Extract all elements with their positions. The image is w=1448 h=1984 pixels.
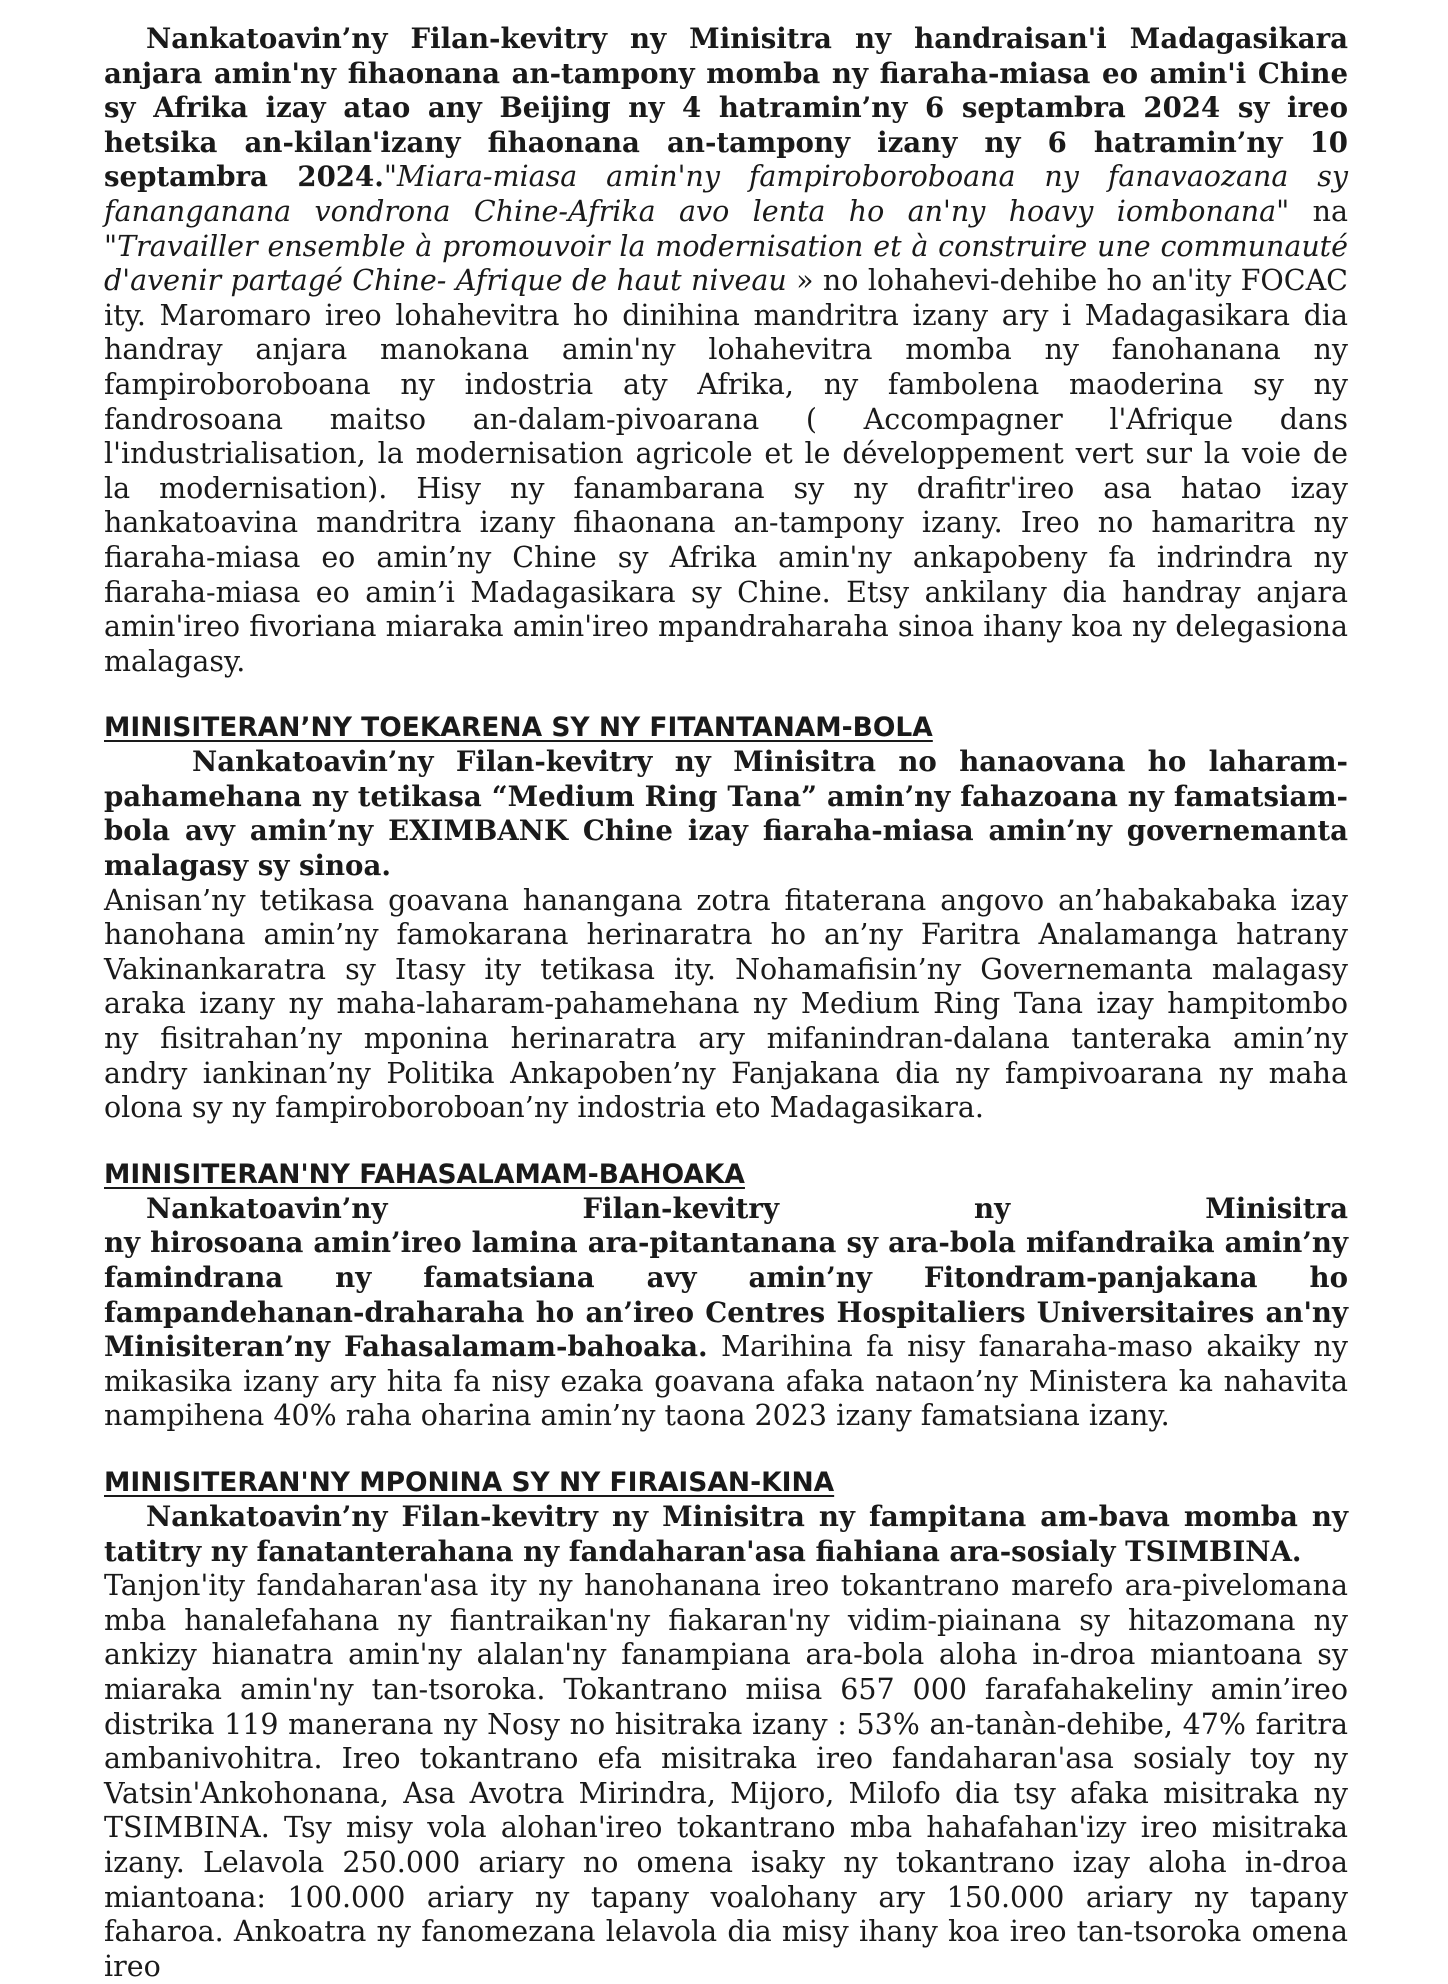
section4-lead: Nankatoavin’ny Filan-kevitry ny Minisitra ny fampitana am-bava momba ny tatitry ny fanatanterahana ny fandaharan'asa fiahiana ara-sosialy TSIMBINA.: [104, 1499, 1348, 1568]
quote-french: Travailler ensemble à promouvoir la modernisation et à construire une communauté d'avenir partagé Chine- Afrique de haut niveau: [104, 229, 1348, 298]
section3-heading: MINISITERAN'NY FAHASALAMAM-BAHOAKA: [104, 1158, 745, 1190]
document-page: [104, 22, 1348, 1984]
section3-word: Minisitra: [1205, 1191, 1348, 1225]
section4-heading: MINISITERAN'NY MPONINA SY NY FIRAISAN-KINA: [104, 1466, 835, 1498]
quote-malagasy: Miara-miasa amin'ny fampiroboroboana ny fanavaozana sy fananganana vondrona Chine-Afrika avo lenta ho an'ny hoavy iombonana: [104, 160, 1348, 228]
section1-lead: Nankatoavin’ny Filan-kevitry ny Minisitra ny handraisan'i Madagasikara anjara amin'ny fihaonana an-tampony momba ny fiaraha-miasa eo amin'i Chine sy Afrika izay atao any Beijing ny 4 hatramin’ny 6 septambra 2024 sy ireo hetsika an-kilan'izany fihaonana an-tampony izany ny 6 hatramin’ny 10 septambra 2024.: [104, 22, 1348, 194]
section3-lead: ny hirosoana amin’ireo lamina ara-pitantanana sy ara-bola mifandraika amin’ny famindrana ny famatsiana avy amin’ny Fitondram-panjakana ho fampandehanan-draharaha ho an’ireo Centres Hospitaliers Universitaires an'ny Minisiteran’ny Fahasalamam-bahoaka.: [104, 1226, 1348, 1364]
section1-body: » no lohahevi-dehibe ho an'ity FOCAC ity. Maromaro ireo lohahevitra ho dinihina mandritra izany ary i Madagasikara dia handray anjara manokana amin'ny lohahevitra momba ny fanohanana ny fampiroboroboana ny indostria aty Afrika, ny fambolena maoderina sy ny fandrosoana maitso an-dalam-pivoarana ( Accompagner l'Afrique dans l'industrialisation, la modernisation agricole et le développement vert sur la voie de la modernisation). Hisy ny fanambarana sy ny drafitr'ireo asa hatao izay hankatoavina mandritra izany fihaonana an-tampony izany. Ireo no hamaritra ny fiaraha-miasa eo amin’ny Chine sy Afrika amin'ny ankapobeny fa indrindra ny fiaraha-miasa eo amin’i Madagasikara sy Chine. Etsy ankilany dia handray anjara amin'ireo fivoriana miaraka amin'ireo mpandraharaha sinoa ihany koa ny delegasiona malagasy.: [104, 264, 1348, 678]
section3-word: ny: [974, 1191, 1011, 1225]
section3-body: Marihina fa nisy fanaraha-maso akaiky ny mikasika izany ary hita fa nisy ezaka goavana afaka nataon’ny Ministera ka nahavita nampihena 40% raha oharina amin’ny taona 2023 izany famatsiana izany.: [104, 1330, 1348, 1433]
section1-paragraph: [104, 22, 1348, 679]
section3-paragraph: [104, 1226, 1348, 1434]
section3-word: Nankatoavin’ny: [146, 1191, 388, 1225]
section2-lead: Nankatoavin’ny Filan-kevitry ny Minisitra no hanaovana ho laharam-pahamehana ny tetikasa “Medium Ring Tana” amin’ny fahazoana ny famatsiam-bola avy amin’ny EXIMBANK Chine izay fiaraha-miasa amin’ny governemanta malagasy sy sinoa.: [104, 745, 1348, 883]
section4-body: Tanjon'ity fandaharan'asa ity ny hanohanana ireo tokantrano marefo ara-pivelomana mba hanalefahana ny fiantraikan'ny fiakaran'ny vidim-piainana sy hitazomana ny ankizy hianatra amin'ny alalan'ny fanampiana ara-bola aloha in-droa miantoana sy miaraka amin'ny tan-tsoroka. Tokantrano miisa 657 000 farafahakeliny amin’ireo distrika 119 manerana ny Nosy no hisitraka izany : 53% an-tanàn-dehibe, 47% faritra ambanivohitra. Ireo tokantrano efa misitraka ireo fandaharan'asa sosialy toy ny Vatsin'Ankohonana, Asa Avotra Mirindra, Mijoro, Milofo dia tsy afaka misitraka ny TSIMBINA. Tsy misy vola alohan'ireo tokantrano mba hahafahan'izy ireo misitraka izany. Lelavola 250.000 ariary no omena isaky ny tokantrano izay aloha in-droa miantoana: 100.000 ariary ny tapany voalohany ary 150.000 ariary ny tapany faharoa. Ankoatra ny fanomezana lelavola dia misy ihany koa ireo tan-tsoroka omena ireo: [104, 1569, 1348, 1983]
section3-word: Filan-kevitry: [582, 1191, 779, 1225]
section2-heading: MINISITERAN’NY TOEKARENA SY NY FITANTANAM-BOLA: [104, 712, 933, 744]
quote-mid: " na ": [104, 194, 1348, 263]
section3-first-line: [104, 1192, 1348, 1227]
section2-body: Anisan’ny tetikasa goavana hanangana zotra fitaterana angovo an’habakabaka izay hanohana amin’ny famokarana herinaratra ho an’ny Faritra Analamanga hatrany Vakinankaratra sy Itasy ity tetikasa ity. Nohamafisin’ny Governemanta malagasy araka izany ny maha-laharam-pahamehana ny Medium Ring Tana izay hampitombo ny fisitrahan’ny mponina herinaratra ary mifanindran-dalana tanteraka amin’ny andry iankinan’ny Politika Ankapoben’ny Fanjakana dia ny fampivoarana ny maha olona sy ny fampiroboroboan’ny indostria eto Madagasikara.: [104, 883, 1348, 1125]
quote-open: ": [383, 160, 397, 194]
